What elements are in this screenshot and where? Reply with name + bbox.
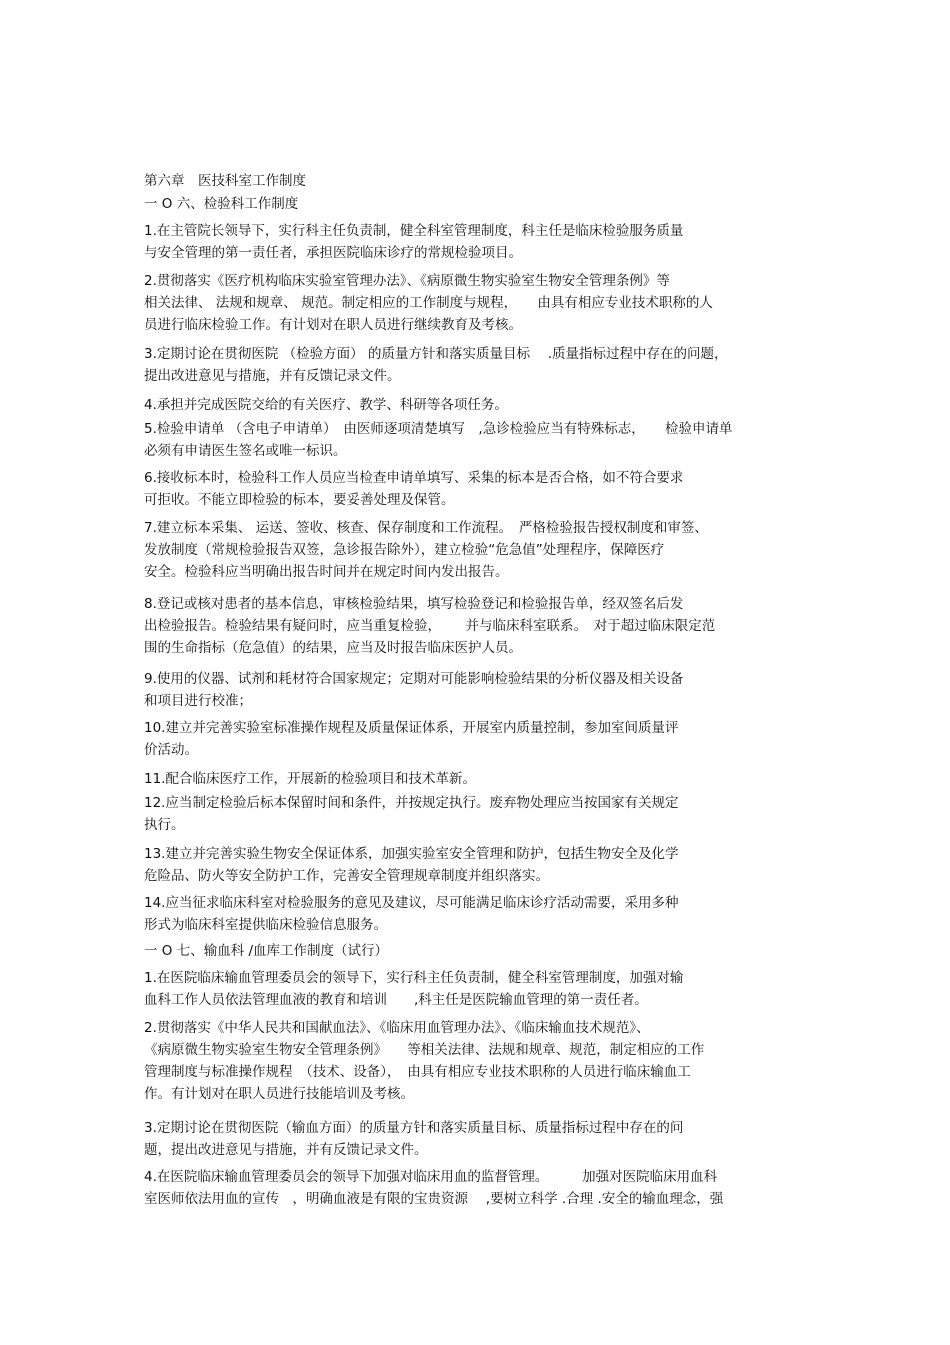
paragraph bbox=[144, 517, 824, 583]
paragraph bbox=[144, 593, 824, 659]
text-line: 血科工作人员依法管理血液的教育和培训 ,科主任是医院输血管理的第一责任者。 bbox=[144, 992, 648, 1008]
paragraph bbox=[144, 270, 824, 336]
paragraph bbox=[144, 843, 824, 887]
text-line: 13.建立并完善实验生物安全保证体系，加强实验室安全管理和防护，包括生物安全及化学 bbox=[144, 846, 679, 862]
text-line: 2.贯彻落实《中华人民共和国献血法》、《临床用血管理办法》、《临床输血技术规范》、 bbox=[144, 1020, 650, 1036]
text-line: 4.承担并完成医院交给的有关医疗、教学、科研等各项任务。 bbox=[144, 397, 508, 413]
text-line: 《病原微生物实验室生物安全管理条例》 等相关法律、法规和规章、规范，制定相应的工作 bbox=[144, 1042, 705, 1058]
text-line: 围的生命指标（危急值）的结果，应当及时报告临床医护人员。 bbox=[144, 640, 522, 656]
text-line: 提出改进意见与措施，并有反馈记录文件。 bbox=[144, 368, 401, 384]
text-line: 一 O 六、检验科工作制度 bbox=[144, 196, 299, 212]
text-line: 8.登记或核对患者的基本信息，审核检验结果，填写检验登记和检验报告单，经双签名后发 bbox=[144, 596, 684, 612]
text-line: 5.检验申请单 （含电子申请单） 由医师逐项清楚填写 ,急诊检验应当有特殊标志， 检验申请单 bbox=[144, 421, 733, 437]
text-line: 和项目进行校准； bbox=[144, 693, 252, 709]
text-line: 2.贯彻落实《医疗机构临床实验室管理办法》、《病原微生物实验室生物安全管理条例》等 bbox=[144, 273, 670, 289]
paragraph bbox=[144, 1017, 824, 1105]
text-line: 必须有申请医生签名或唯一标识。 bbox=[144, 443, 347, 459]
paragraph bbox=[144, 892, 824, 936]
paragraph bbox=[144, 467, 824, 511]
text-line: 价活动。 bbox=[144, 742, 198, 758]
text-line: 6.接收标本时，检验科工作人员应当检查申请单填写、采集的标本是否合格，如不符合要求 bbox=[144, 470, 684, 486]
heading bbox=[144, 170, 824, 192]
paragraph bbox=[144, 418, 824, 462]
text-line: 安全。检验科应当明确出报告时间并在规定时间内发出报告。 bbox=[144, 564, 509, 580]
text-line: 执行。 bbox=[144, 817, 185, 833]
text-line: 管理制度与标准操作规程 （技术、设备）， 由具有相应专业技术职称的人员进行临床输血工 bbox=[144, 1064, 691, 1080]
paragraph bbox=[144, 940, 824, 962]
heading bbox=[144, 193, 824, 215]
text-line: 一 O 七、输血科 /血库工作制度（试行） bbox=[144, 943, 389, 959]
text-line: 3.定期讨论在贯彻医院 （检验方面） 的质量方针和落实质量目标 .质量指标过程中存在的问题， bbox=[144, 346, 728, 362]
text-line: 3.定期讨论在贯彻医院（输血方面）的质量方针和落实质量目标、质量指标过程中存在的问 bbox=[144, 1120, 684, 1136]
text-line: 危险品、防火等安全防护工作，完善安全管理规章制度并组织落实。 bbox=[144, 868, 549, 884]
paragraph bbox=[144, 1166, 824, 1210]
paragraph bbox=[144, 717, 824, 761]
paragraph bbox=[144, 394, 824, 416]
text-line: 出检验报告。检验结果有疑问时，应当重复检验， 并与临床科室联系。 对于超过临床限定范 bbox=[144, 618, 716, 634]
text-line: 题，提出改进意见与措施，并有反馈记录文件。 bbox=[144, 1142, 428, 1158]
paragraph bbox=[144, 343, 824, 387]
text-line: 12.应当制定检验后标本保留时间和条件，并按规定执行。废弃物处理应当按国家有关规定 bbox=[144, 795, 679, 811]
text-line: 相关法律、 法规和规章、 规范。制定相应的工作制度与规程， 由具有相应专业技术职称的人 bbox=[144, 295, 713, 311]
text-line: 7.建立标本采集、 运送、签收、核查、保存制度和工作流程。 严格检验报告授权制度和审签、 bbox=[144, 520, 708, 536]
text-line: 作。有计划对在职人员进行技能培训及考核。 bbox=[144, 1086, 414, 1102]
text-line: 与安全管理的第一责任者，承担医院临床诊疗的常规检验项目。 bbox=[144, 245, 522, 261]
text-line: 员进行临床检验工作。有计划对在职人员进行继续教育及考核。 bbox=[144, 317, 522, 333]
text-line: 发放制度（常规检验报告双签，急诊报告除外），建立检验“危急值”处理程序，保障医疗 bbox=[144, 542, 665, 558]
paragraph bbox=[144, 220, 824, 264]
paragraph bbox=[144, 792, 824, 836]
text-line: 1.在医院临床输血管理委员会的领导下，实行科主任负责制，健全科室管理制度，加强对输 bbox=[144, 970, 684, 986]
text-line: 形式为临床科室提供临床检验信息服务。 bbox=[144, 917, 387, 933]
paragraph bbox=[144, 1117, 824, 1161]
text-line: 可拒收。不能立即检验的标本，要妥善处理及保管。 bbox=[144, 492, 455, 508]
text-line: 9.使用的仪器、试剂和耗材符合国家规定；定期对可能影响检验结果的分析仪器及相关设备 bbox=[144, 671, 684, 687]
text-line: 第六章 医技科室工作制度 bbox=[144, 173, 306, 189]
text-line: 室医师依法用血的宣传 ，明确血液是有限的宝贵资源 ,要树立科学 .合理 .安全的输血理念，强 bbox=[144, 1191, 724, 1207]
text-line: 11.配合临床医疗工作，开展新的检验项目和技术革新。 bbox=[144, 771, 476, 787]
text-line: 14.应当征求临床科室对检验服务的意见及建议，尽可能满足临床诊疗活动需要，采用多种 bbox=[144, 895, 679, 911]
text-line: 1.在主管院长领导下，实行科主任负责制，健全科室管理制度，科主任是临床检验服务质量 bbox=[144, 223, 684, 239]
paragraph bbox=[144, 668, 824, 712]
text-line: 10.建立并完善实验室标准操作规程及质量保证体系，开展室内质量控制，参加室间质量评 bbox=[144, 720, 679, 736]
text-line: 4.在医院临床输血管理委员会的领导下加强对临床用血的监督管理。 加强对医院临床用血科 bbox=[144, 1169, 718, 1185]
paragraph bbox=[144, 967, 824, 1011]
paragraph bbox=[144, 768, 824, 790]
